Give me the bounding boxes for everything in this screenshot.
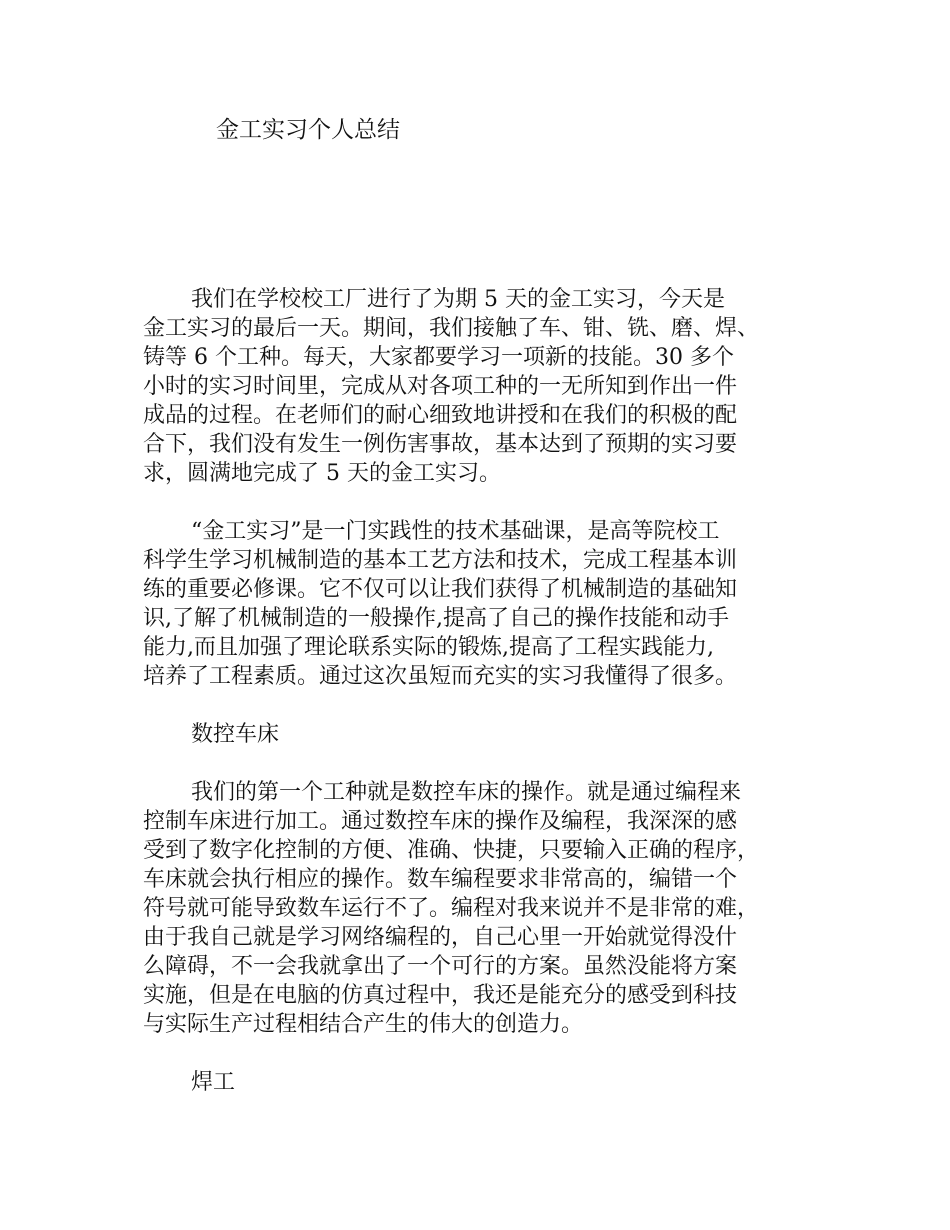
text-line: 车床就会执行相应的操作。数车编程要求非常高的，编错一个 bbox=[143, 867, 738, 892]
text-line: 符号就可能导致数车运行不了。编程对我来说并不是非常的难， bbox=[143, 896, 760, 921]
section-heading-cnc-lathe: 数控车床 bbox=[191, 722, 280, 747]
text-line: 我们的第一个工种就是数控车床的操作。就是通过编程来 bbox=[191, 780, 742, 805]
text-line: 我们在学校校工厂进行了为期 5 天的金工实习，今天是 bbox=[191, 287, 725, 312]
text-line: 能力,而且加强了理论联系实际的锻炼,提高了工程实践能力, bbox=[143, 635, 714, 660]
text-line: 与实际生产过程相结合产生的伟大的创造力。 bbox=[143, 1012, 584, 1037]
text-line: 金工实习的最后一天。期间，我们接触了车、钳、铣、磨、焊、 bbox=[143, 316, 760, 341]
text-line: 小时的实习时间里，完成从对各项工种的一无所知到作出一件 bbox=[143, 374, 738, 399]
section-heading-welding: 焊工 bbox=[191, 1070, 236, 1095]
text-line: 培养了工程素质。通过这次虽短而充实的实习我懂得了很多。 bbox=[143, 664, 738, 689]
text-line: 铸等 6 个工种。每天，大家都要学习一项新的技能。30 多个 bbox=[143, 345, 734, 370]
text-line: 受到了数字化控制的方便、准确、快捷，只要输入正确的程序， bbox=[143, 838, 760, 863]
text-line: 由于我自己就是学习网络编程的，自己心里一开始就觉得没什 bbox=[143, 925, 738, 950]
paragraph-intro bbox=[143, 285, 833, 488]
text-line: 识,了解了机械制造的一般操作,提高了自己的操作技能和动手 bbox=[143, 606, 729, 631]
paragraph-cnc-lathe bbox=[143, 778, 833, 1039]
document-body bbox=[143, 285, 833, 1126]
text-line: 练的重要必修课。它不仅可以让我们获得了机械制造的基础知 bbox=[143, 577, 738, 602]
text-line: 科学生学习机械制造的基本工艺方法和技术，完成工程基本训 bbox=[143, 548, 738, 573]
paragraph-course-description bbox=[143, 517, 833, 691]
text-line: 实施，但是在电脑的仿真过程中，我还是能充分的感受到科技 bbox=[143, 983, 738, 1008]
text-line: 成品的过程。在老师们的耐心细致地讲授和在我们的积极的配 bbox=[143, 403, 738, 428]
text-line: 合下，我们没有发生一例伤害事故，基本达到了预期的实习要 bbox=[143, 432, 738, 457]
text-line: 控制车床进行加工。通过数控车床的操作及编程，我深深的感 bbox=[143, 809, 738, 834]
document-title: 金工实习个人总结 bbox=[216, 117, 400, 143]
text-line: “金工实习”是一门实践性的技术基础课，是高等院校工 bbox=[191, 519, 720, 544]
text-line: 求，圆满地完成了 5 天的金工实习。 bbox=[143, 461, 501, 486]
text-line: 么障碍，不一会我就拿出了一个可行的方案。虽然没能将方案 bbox=[143, 954, 738, 979]
